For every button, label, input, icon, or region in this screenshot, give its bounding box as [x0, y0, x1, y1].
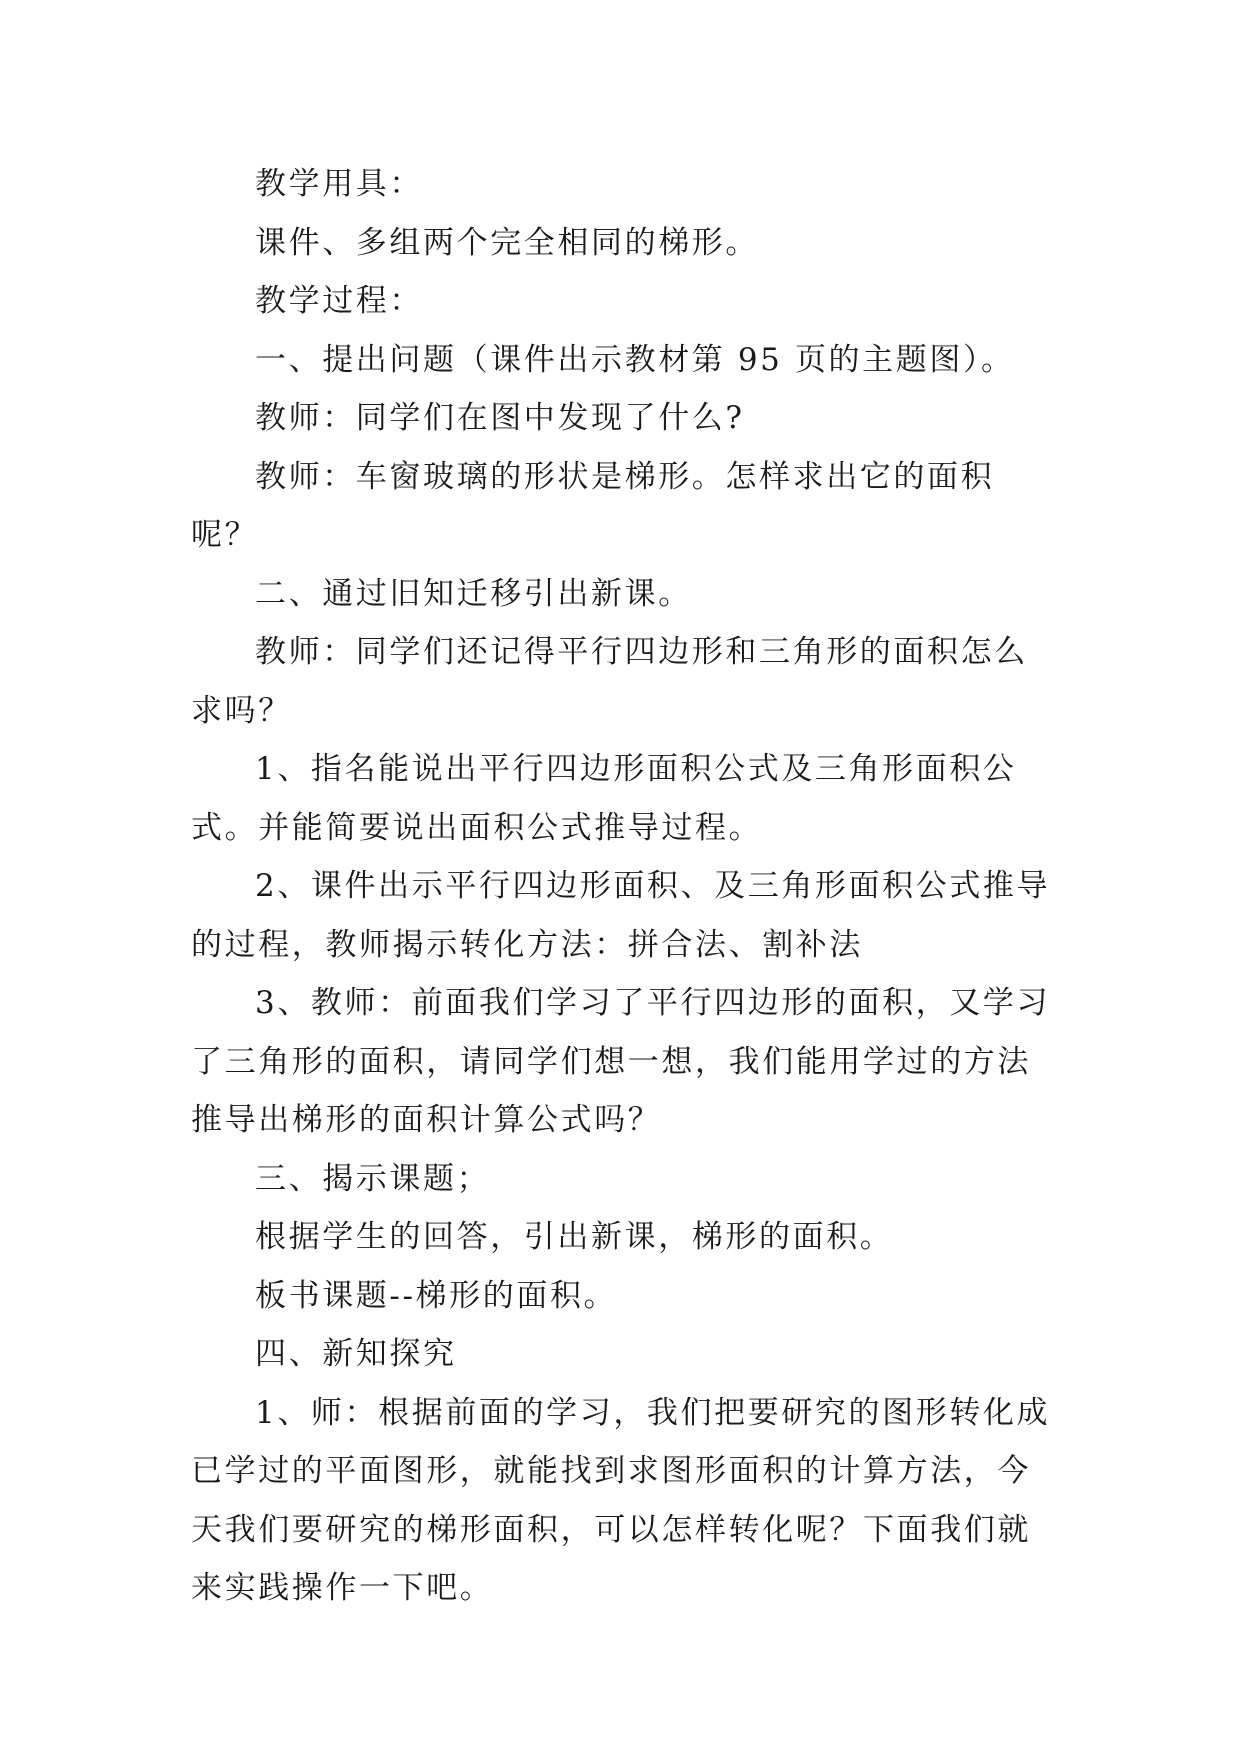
paragraph-teacher-question-3: 教师：同学们还记得平行四边形和三角形的面积怎么求吗？ [191, 634, 1028, 729]
paragraph-student-answer: 根据学生的回答，引出新课，梯形的面积。 [255, 1219, 894, 1255]
paragraph-teacher-question-1: 教师：同学们在图中发现了什么? [255, 400, 745, 436]
paragraph-section-1: 一、提出问题（课件出示教材第 95 页的主题图）。 [255, 341, 1015, 378]
document-body [191, 155, 1061, 1618]
paragraph-item-3: 3、教师：前面我们学习了平行四边形的面积，又学习了三角形的面积，请同学们想一想，我们能用学过的方法推导出梯形的面积计算公式吗？ [191, 985, 1051, 1138]
paragraph-blackboard-title: 板书课题--梯形的面积。 [255, 1277, 618, 1314]
paragraph-teaching-tools-heading: 教学用具： [255, 166, 423, 202]
paragraph-teaching-tools: 课件、多组两个完全相同的梯形。 [255, 224, 759, 261]
paragraph-section-4: 四、新知探究 [255, 1336, 457, 1372]
paragraph-teaching-process-heading: 教学过程： [255, 283, 423, 319]
paragraph-section-2: 二、通过旧知迁移引出新课。 [255, 575, 692, 612]
paragraph-item-1: 1、指名能说出平行四边形面积公式及三角形面积公式。并能简要说出面积公式推导过程。 [191, 751, 1017, 846]
paragraph-new-knowledge-1: 1、师：根据前面的学习，我们把要研究的图形转化成已学过的平面图形，就能找到求图形面积的计算方法，今天我们要研究的梯形面积，可以怎样转化呢？下面我们就来实践操作一下吧。 [191, 1394, 1051, 1606]
paragraph-item-2: 2、课件出示平行四边形面积、及三角形面积公式推导的过程，教师揭示转化方法：拼合法、割补法 [191, 868, 1051, 963]
paragraph-teacher-question-2: 教师：车窗玻璃的形状是梯形。怎样求出它的面积呢？ [191, 458, 995, 553]
paragraph-section-3: 三、揭示课题； [255, 1160, 491, 1197]
